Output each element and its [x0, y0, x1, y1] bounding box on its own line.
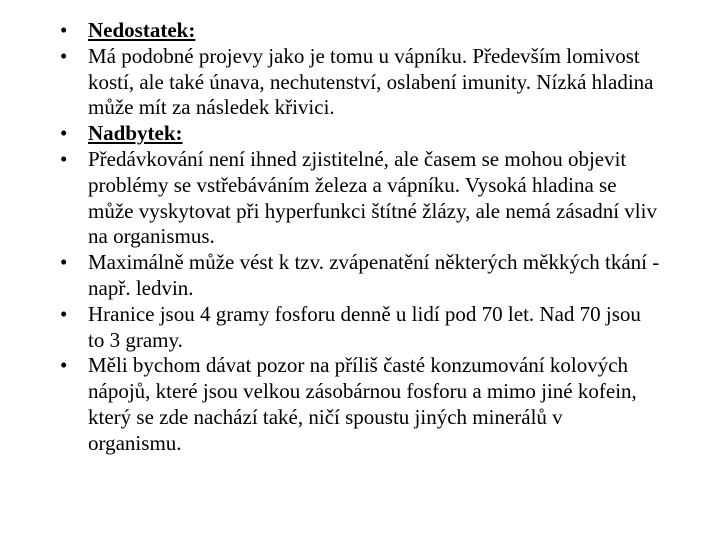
bullet-item-nadbytek [60, 121, 660, 147]
bullet-icon: • [60, 121, 68, 146]
bullet-icon: • [60, 18, 68, 42]
bullet-icon: • [60, 250, 68, 275]
bullet-item [60, 302, 660, 354]
bullet-icon: • [60, 43, 68, 68]
bullet-text: Hranice jsou 4 gramy fosforu denně u lidí pod 70 let. Nad 70 jsou to 3 gramy. [88, 301, 641, 352]
heading-nadbytek: Nadbytek: [88, 121, 183, 146]
bullet-text: Maximálně může vést k tzv. zvápenatění některých měkkých tkání - např. ledvin. [88, 250, 660, 300]
bullet-item [60, 250, 660, 302]
bullet-text: Měli bychom dávat pozor na příliš časté konzumování kolových nápojů, které jsou velkou zásobárnou fosforu a mimo jiné kofein, který se zde nachází také, ničí spoustu jiných minerálů v organismu. [88, 353, 637, 455]
bullet-text: Předávkování není ihned zjistitelné, ale časem se mohou objevit problémy se vstřebáváním železa a vápníku. Vysoká hladina se může vyskytovat při hyperfunkci štítné žlázy, ale nemá zásadní vliv na organismus. [88, 146, 657, 249]
heading-nedostatek: Nedostatek: [88, 18, 196, 42]
bullet-list [60, 18, 660, 457]
bullet-icon: • [60, 301, 68, 326]
bullet-item [60, 44, 660, 121]
bullet-icon: • [60, 146, 68, 171]
bullet-icon: • [60, 353, 68, 378]
bullet-item-nedostatek [60, 18, 660, 44]
bullet-item [60, 353, 660, 456]
bullet-text: Má podobné projevy jako je tomu u vápníku. Především lomivost kostí, ale také únava, nechutenství, oslabení imunity. Nízká hladina může mít za následek křivici. [88, 43, 654, 120]
bullet-item [60, 147, 660, 250]
